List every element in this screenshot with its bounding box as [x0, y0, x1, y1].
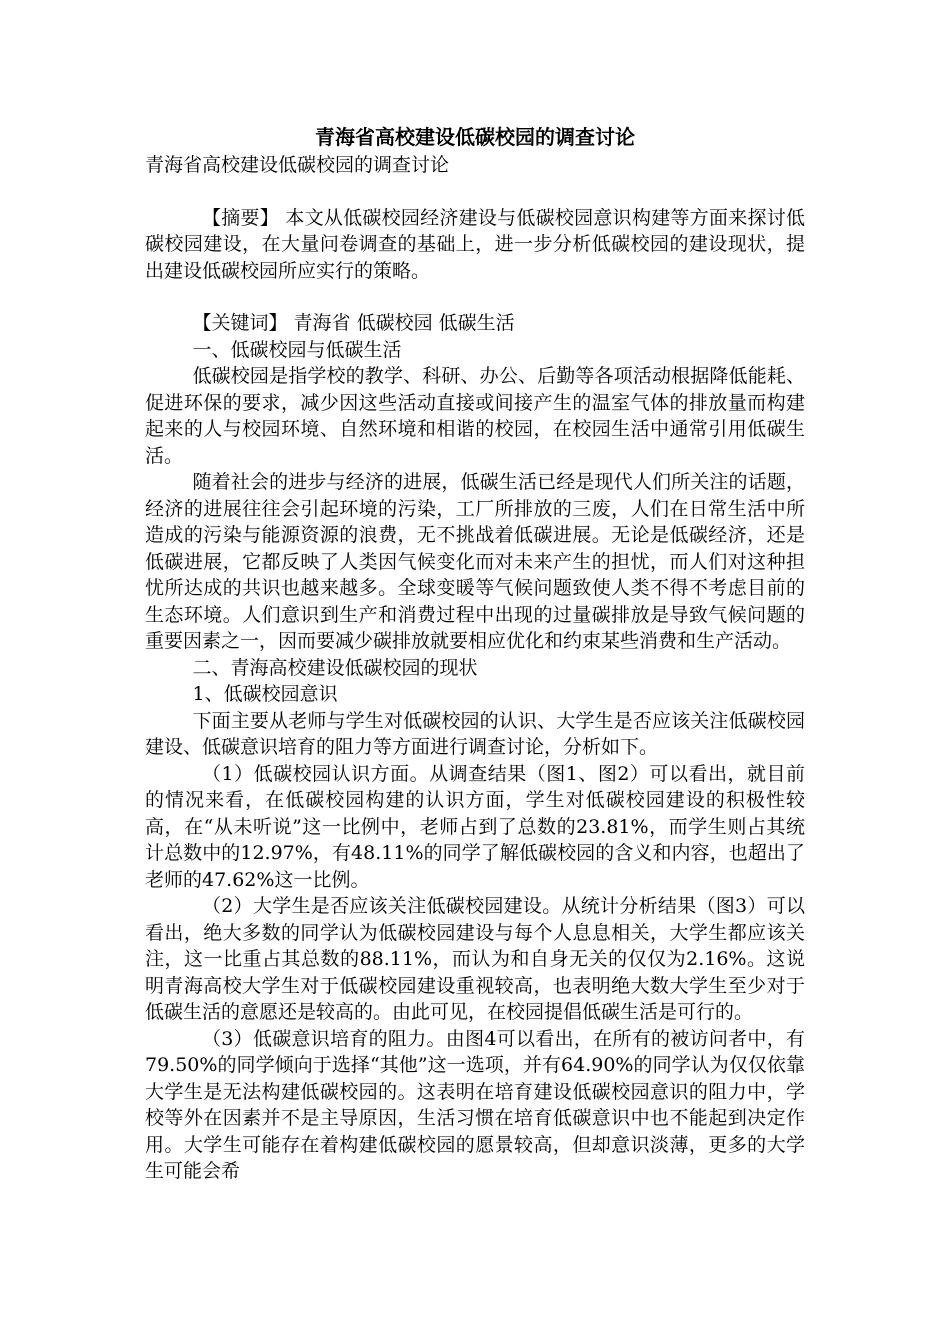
body-paragraph: 低碳校园是指学校的教学、科研、办公、后勤等各项活动根据降低能耗、促进环保的要求，减少因这些活动直接或间接产生的温室气体的排放量而构建起来的人与校园环境、自然环境和相谐的校园，在校园生活中通常引用低碳生活。: [145, 365, 805, 467]
body-paragraph: （2）大学生是否应该关注低碳校园建设。从统计分析结果（图3）可以看出，绝大多数的同学认为低碳校园建设与每个人息息相关，大学生都应该关注，这一比重占其总数的88.11%，而认为和自身无关的仅仅为2.16%。这说明青海高校大学生对于低碳校园建设重视较高，也表明绝大数大学生至少对于低碳生活的意愿还是较高的。由此可见，在校园提倡低碳生活是可行的。: [145, 895, 805, 1023]
document-subtitle: 青海省高校建设低碳校园的调查讨论: [145, 154, 450, 176]
body-paragraph: （3）低碳意识培育的阻力。由图4可以看出，在所有的被访问者中，有79.50%的同学倾向于选择“其他”这一选项，并有64.90%的同学认为仅仅依靠大学生是无法构建低碳校园的。这表明在培育建设低碳校园意识的阻力中，学校等外在因素并不是主导原因，生活习惯在培育低碳意识中也不能起到决定作用。大学生可能存在着构建低碳校园的愿景较高，但却意识淡薄，更多的大学生可能会希: [145, 1027, 805, 1182]
body-paragraph: 随着社会的进步与经济的进展，低碳生活已经是现代人们所关注的话题，经济的进展往往会引起环境的污染，工厂所排放的三废，人们在日常生活中所造成的污染与能源资源的浪费，无不挑战着低碳进展。无论是低碳经济，还是低碳进展，它都反映了人类因气候变化而对未来产生的担忧，而人们对这种担忧所达成的共识也越来越多。全球变暖等气候问题致使人类不得不考虑目前的生态环境。人们意识到生产和消费过程中出现的过量碳排放是导致气候问题的重要因素之一，因而要减少碳排放就要相应优化和约束某些消费和生产活动。: [145, 471, 805, 652]
subsection-heading: 1、低碳校园意识: [192, 683, 338, 705]
spacer: [145, 179, 805, 205]
section-heading: 一、低碳校园与低碳生活: [192, 338, 402, 361]
spacer: [145, 284, 805, 310]
document-title: 青海省高校建设低碳校园的调查讨论: [315, 125, 635, 149]
body-paragraph: 下面主要从老师与学生对低碳校园的认识、大学生是否应该关注低碳校园建设、低碳意识培育的阻力等方面进行调查讨论，分析如下。: [145, 709, 805, 758]
section-heading: 二、青海高校建设低碳校园的现状: [192, 656, 478, 679]
abstract-paragraph: 【摘要】 本文从低碳校园经济建设与低碳校园意识构建等方面来探讨低碳校园建设，在大量问卷调查的基础上，进一步分析低碳校园的建设现状，提出建设低碳校园所应实行的策略。: [145, 206, 805, 282]
document-body: [145, 122, 805, 1185]
keywords-line: 【关键词】 青海省 低碳校园 低碳生活: [192, 312, 515, 334]
body-paragraph: （1）低碳校园认识方面。从调查结果（图1、图2）可以看出，就目前的情况来看，在低碳校园构建的认识方面，学生对低碳校园建设的积极性较高，在“从未听说”这一比例中，老师占到了总数的23.81%，而学生则占其统计总数中的12.97%，有48.11%的同学了解低碳校园的含义和内容，也超出了老师的47.62%这一比例。: [145, 762, 805, 891]
